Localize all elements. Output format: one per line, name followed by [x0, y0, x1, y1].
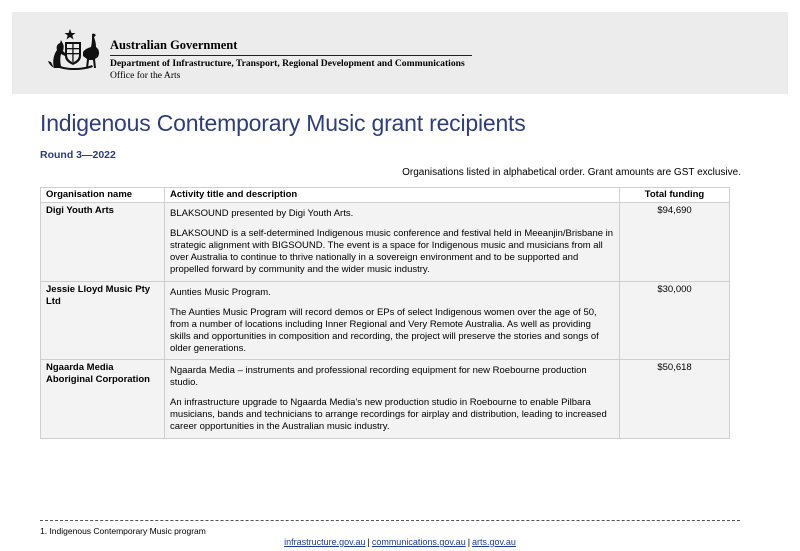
link-separator: | — [367, 537, 370, 547]
table-row — [41, 282, 730, 360]
total-funding: $50,618 — [620, 360, 730, 439]
header-band — [12, 12, 788, 94]
table-row — [41, 203, 730, 282]
activity-cell — [165, 203, 620, 282]
grant-recipients-table — [40, 187, 730, 439]
column-header-funding: Total funding — [620, 188, 730, 203]
table-header-row — [41, 188, 730, 203]
total-funding: $94,690 — [620, 203, 730, 282]
organisation-name: Digi Youth Arts — [41, 203, 165, 282]
table-row — [41, 360, 730, 439]
activity-description: An infrastructure upgrade to Ngaarda Media’s new production studio in Roebourne to enable Pilbara musicians, bands and technicians to arrange recordings for airplay and distribution, leading to increased career opportunities in the Australian music industry. — [170, 397, 607, 432]
column-header-activity: Activity title and description — [165, 188, 620, 203]
office-name: Office for the Arts — [110, 70, 181, 81]
ordering-note: Organisations listed in alphabetical order. Grant amounts are GST exclusive. — [402, 167, 741, 178]
footnote: 1. Indigenous Contemporary Music program — [40, 526, 206, 536]
organisation-name: Ngaarda Media Aboriginal Corporation — [41, 360, 165, 439]
department-name: Department of Infrastructure, Transport, Regional Development and Communications — [110, 58, 465, 69]
organisation-name: Jessie Lloyd Music Pty Ltd — [41, 282, 165, 360]
link-infrastructure[interactable]: infrastructure.gov.au — [284, 537, 366, 547]
footer-divider — [40, 520, 740, 521]
activity-title: Aunties Music Program. — [170, 287, 271, 298]
coat-of-arms-icon — [48, 28, 106, 70]
page-title: Indigenous Contemporary Music grant recipients — [40, 110, 526, 136]
activity-title: BLAKSOUND presented by Digi Youth Arts. — [170, 208, 354, 219]
activity-title: Ngaarda Media – instruments and professional recording equipment for new Roebourne production studio. — [170, 365, 587, 388]
link-separator: | — [467, 537, 471, 547]
government-name: Australian Government — [110, 38, 238, 52]
header-divider — [110, 55, 472, 56]
total-funding: $30,000 — [620, 282, 730, 360]
column-header-organisation: Organisation name — [41, 188, 165, 203]
link-arts[interactable]: arts.gov.au — [472, 537, 516, 547]
activity-description: The Aunties Music Program will record demos or EPs of select Indigenous women over the age of 50, from a number of locations including Inner Regional and Very Remote Australia. As well as providing skills and opportunities in composition and recording, the project will preserve the stories and songs of older generations. — [170, 307, 599, 354]
round-subtitle: Round 3—2022 — [40, 149, 116, 161]
activity-description: BLAKSOUND is a self-determined Indigenous music conference and festival held in Meeanjin/Brisbane in strategic alignment with BIGSOUND. The event is a space for Indigenous music and musicians from all over Australia to continue to thrive nationally in a sovereign environment and to be supported and propelled forward by community and the wider music industry. — [170, 228, 614, 275]
footer-links — [0, 537, 800, 547]
link-communications[interactable]: communications.gov.au — [371, 537, 466, 547]
activity-cell — [165, 282, 620, 360]
activity-cell — [165, 360, 620, 439]
